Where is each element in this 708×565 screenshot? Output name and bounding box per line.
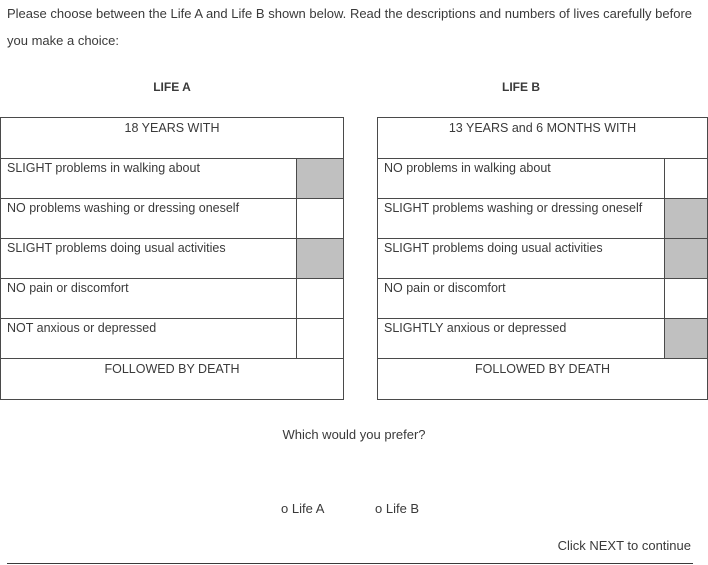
life-b-duration: 13 YEARS and 6 MONTHS WITH: [378, 118, 708, 159]
life-a-row-anxiety: [1, 319, 344, 359]
option-life-a[interactable]: o Life A: [281, 501, 325, 516]
next-instruction[interactable]: Click NEXT to continue: [557, 538, 691, 553]
life-b-row-label: SLIGHTLY anxious or depressed: [378, 319, 665, 359]
life-a-duration: 18 YEARS WITH: [1, 118, 344, 159]
life-b-footer: FOLLOWED BY DEATH: [378, 359, 708, 400]
life-b-row-label: NO problems in walking about: [378, 159, 665, 199]
life-b-row-indicator: [665, 239, 708, 279]
life-b-row-indicator: [665, 279, 708, 319]
life-a-row-pain: [1, 279, 344, 319]
life-a-footer: FOLLOWED BY DEATH: [1, 359, 344, 400]
life-a-row-indicator: [297, 239, 344, 279]
life-a-row-activities: [1, 239, 344, 279]
life-b-table: [377, 117, 708, 400]
life-a-row-walking: [1, 159, 344, 199]
life-b-row-label: SLIGHT problems washing or dressing oneself: [378, 199, 665, 239]
option-life-b[interactable]: o Life B: [375, 501, 420, 516]
life-a-row-indicator: [297, 199, 344, 239]
instructions-text: Please choose between the Life A and Life B shown below. Read the descriptions and numbers of lives carefully before you make a choice:: [7, 6, 692, 48]
life-a-row-label: SLIGHT problems doing usual activities: [1, 239, 297, 279]
life-a-row-label: SLIGHT problems in walking about: [1, 159, 297, 199]
life-b-row-indicator: [665, 159, 708, 199]
life-a-row-indicator: [297, 159, 344, 199]
life-b-row-anxiety: [378, 319, 708, 359]
life-b-row-activities: [378, 239, 708, 279]
life-b-row-label: SLIGHT problems doing usual activities: [378, 239, 665, 279]
life-a-row-label: NOT anxious or depressed: [1, 319, 297, 359]
life-a-table: [0, 117, 344, 400]
life-b-row-indicator: [665, 319, 708, 359]
life-a-row-indicator: [297, 319, 344, 359]
life-b-row-pain: [378, 279, 708, 319]
life-b-title: LIFE B: [502, 80, 540, 94]
life-a-row-washing: [1, 199, 344, 239]
preference-question: Which would you prefer?: [282, 427, 426, 442]
divider: [7, 563, 693, 564]
life-a-row-indicator: [297, 279, 344, 319]
life-b-row-walking: [378, 159, 708, 199]
life-b-row-label: NO pain or discomfort: [378, 279, 665, 319]
life-b-row-washing: [378, 199, 708, 239]
life-b-row-indicator: [665, 199, 708, 239]
life-a-row-label: NO problems washing or dressing oneself: [1, 199, 297, 239]
life-a-title: LIFE A: [153, 80, 191, 94]
life-a-row-label: NO pain or discomfort: [1, 279, 297, 319]
